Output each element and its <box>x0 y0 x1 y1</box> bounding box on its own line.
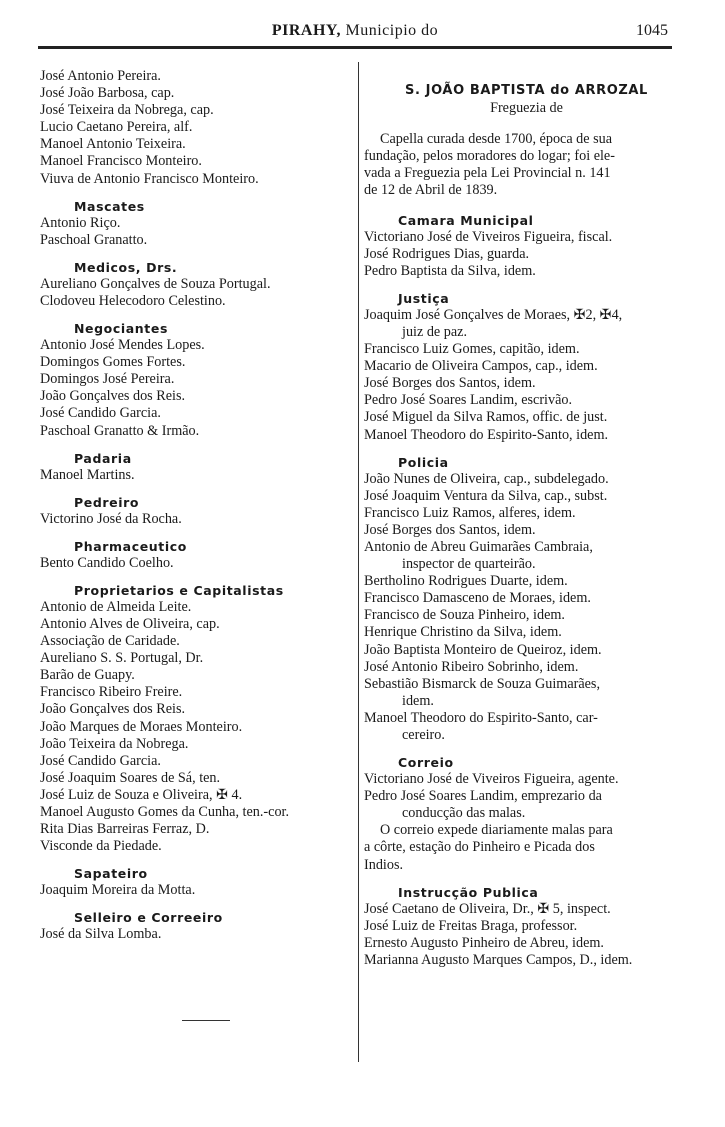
end-rule <box>182 1020 230 1021</box>
list-item: Francisco Luiz Ramos, alferes, idem. <box>364 504 576 521</box>
section-title: Padaria <box>74 450 132 466</box>
list-item: José Luiz de Freitas Braga, professor. <box>364 917 578 934</box>
section-title: Sapateiro <box>74 866 148 882</box>
page-number: 1045 <box>636 22 668 39</box>
list-item: José Antonio Ribeiro Sobrinho, idem. <box>364 658 579 675</box>
intro-line: vada a Freguezia pela Lei Provincial n. 141 <box>364 165 611 182</box>
section-title: Selleiro e Correeiro <box>74 910 223 926</box>
list-item: Antonio de Abreu Guimarães Cambraia, <box>364 538 593 555</box>
list-item: Manoel Martins. <box>40 466 135 483</box>
section-title: Pedreiro <box>74 494 140 510</box>
list-item: José Caetano de Oliveira, Dr., ✠ 5, inspect. <box>364 900 611 917</box>
section-mascates <box>40 198 358 249</box>
section-policia <box>364 454 689 745</box>
list-item: João Baptista Monteiro de Queiroz, idem. <box>364 641 602 658</box>
left-column <box>40 68 358 943</box>
list-item: Domingos José Pereira. <box>40 371 175 388</box>
list-item: Manoel Theodoro do Espirito-Santo, car- <box>364 709 598 726</box>
section-pedreiro <box>40 494 358 528</box>
list-item: José Borges dos Santos, idem. <box>364 521 536 538</box>
list-item: juiz de paz. <box>402 323 467 340</box>
list-item: José Joaquim Ventura da Silva, cap., subst. <box>364 487 608 504</box>
list-item: Manoel Theodoro do Espirito-Santo, idem. <box>364 426 609 443</box>
list-item: O correio expede diariamente malas para <box>380 822 613 839</box>
intro-line: de 12 de Abril de 1839. <box>364 182 498 199</box>
section-proprietarios <box>40 582 358 855</box>
list-item: Francisco Luiz Gomes, capitão, idem. <box>364 341 580 358</box>
list-item: conducção das malas. <box>402 805 526 822</box>
municipio-label: Municipio do <box>345 22 439 39</box>
list-item: Visconde da Piedade. <box>40 838 162 855</box>
list-item: Manoel Augusto Gomes da Cunha, ten.-cor. <box>40 804 290 820</box>
list-item: José Candido Garcia. <box>40 752 161 769</box>
section-medicos <box>40 259 358 310</box>
list-item: José Candido Garcia. <box>40 405 161 422</box>
list-item: Manoel Francisco Monteiro. <box>40 153 202 170</box>
list-item: Antonio Alves de Oliveira, cap. <box>40 615 220 632</box>
list-item: Clodoveu Helecodoro Celestino. <box>40 292 226 309</box>
list-item: Antonio de Almeida Leite. <box>40 598 192 615</box>
running-title <box>38 22 672 40</box>
section-sapateiro <box>40 865 358 899</box>
parish-title: S. JOÃO BAPTISTA do ARROZAL <box>405 83 648 98</box>
list-item: João Marques de Moraes Monteiro. <box>40 718 243 735</box>
list-item: Joaquim José Gonçalves de Moraes, ✠2, ✠4, <box>364 306 623 323</box>
list-item: Aureliano S. S. Portugal, Dr. <box>40 650 204 667</box>
parish-subtitle: Freguezia de <box>490 100 563 117</box>
section-padaria <box>40 450 358 484</box>
list-item: a côrte, estação do Pinheiro e Picada dos <box>364 839 595 856</box>
list-item: João Teixeira da Nobrega. <box>40 735 189 752</box>
section-title: Proprietarios e Capitalistas <box>74 582 284 598</box>
intro-line: fundação, pelos moradores do logar; foi ele- <box>364 148 615 165</box>
list-item: Pedro Baptista da Silva, idem. <box>364 262 536 279</box>
section-camara <box>364 212 689 280</box>
list-item: Victoriano José de Viveiros Figueira, agente. <box>364 771 619 788</box>
list-item: João Gonçalves dos Reis. <box>40 388 186 405</box>
list-item: José Teixeira da Nobrega, cap. <box>40 102 214 119</box>
list-item: José Rodrigues Dias, guarda. <box>364 245 530 262</box>
list-item: Aureliano Gonçalves de Souza Portugal. <box>40 275 271 292</box>
list-item: inspector de quarteirão. <box>402 556 536 573</box>
list-item: Marianna Augusto Marques Campos, D., idem. <box>364 951 633 968</box>
parish-intro <box>364 131 689 199</box>
section-title: Policia <box>398 454 449 470</box>
list-item: Barão de Guapy. <box>40 667 135 684</box>
section-pharmaceutico <box>40 538 358 572</box>
list-item: idem. <box>402 692 434 709</box>
right-column <box>364 82 689 969</box>
section-title: Correio <box>398 755 454 771</box>
list-item: José Borges dos Santos, idem. <box>364 375 536 392</box>
list-item: cereiro. <box>402 727 445 743</box>
list-item: Viuva de Antonio Francisco Monteiro. <box>40 170 259 187</box>
section-title: Pharmaceutico <box>74 538 187 554</box>
list-item: Associação de Caridade. <box>40 633 180 650</box>
list-item: Francisco de Souza Pinheiro, idem. <box>364 607 565 624</box>
section-title: Medicos, Drs. <box>74 259 178 275</box>
list-item: Macario de Oliveira Campos, cap., idem. <box>364 358 598 375</box>
list-item: Manoel Antonio Teixeira. <box>40 136 186 153</box>
section-instrucao <box>364 884 689 969</box>
list-item: Indios. <box>364 856 404 873</box>
list-item: Bento Candido Coelho. <box>40 554 174 571</box>
list-item: Francisco Ribeiro Freire. <box>40 684 183 701</box>
list-item: Paschoal Granatto. <box>40 231 148 248</box>
list-item: Francisco Damasceno de Moraes, idem. <box>364 590 591 607</box>
list-item: José Joaquim Soares de Sá, ten. <box>40 769 221 786</box>
list-item: Bertholino Rodrigues Duarte, idem. <box>364 573 568 590</box>
list-item: Henrique Christino da Silva, idem. <box>364 624 562 641</box>
list-item: Paschoal Granatto & Irmão. <box>40 422 200 439</box>
list-item: Joaquim Moreira da Motta. <box>40 882 196 899</box>
list-item: José João Barbosa, cap. <box>40 85 175 102</box>
list-item: José da Silva Lomba. <box>40 926 162 943</box>
list-item: Antonio Riço. <box>40 214 121 231</box>
section-title: Negociantes <box>74 321 168 337</box>
page-header <box>38 20 672 44</box>
section-justica <box>364 290 689 444</box>
list-item: João Gonçalves dos Reis. <box>40 701 186 718</box>
column-divider <box>358 62 359 1062</box>
list-item: João Nunes de Oliveira, cap., subdelegado. <box>364 470 609 487</box>
list-item: Sebastião Bismarck de Souza Guimarães, <box>364 675 600 692</box>
list-item: José Luiz de Souza e Oliveira, ✠ 4. <box>40 786 243 803</box>
list-item: Lucio Caetano Pereira, alf. <box>40 119 193 136</box>
intro-line: Capella curada desde 1700, época de sua <box>380 131 613 148</box>
list-item: Domingos Gomes Fortes. <box>40 354 186 371</box>
list-item: Victorino José da Rocha. <box>40 510 182 527</box>
section-title: Justiça <box>398 290 450 306</box>
section-title: Instrucção Publica <box>398 884 539 900</box>
list-item: Antonio José Mendes Lopes. <box>40 337 205 354</box>
town-name: PIRAHY, <box>271 22 341 39</box>
list-item: Pedro José Soares Landim, emprezario da <box>364 788 602 805</box>
section-title: Mascates <box>74 198 145 214</box>
list-item: Pedro José Soares Landim, escrivão. <box>364 392 573 409</box>
section-correio <box>364 754 689 874</box>
header-rule <box>38 46 672 49</box>
list-item: José Antonio Pereira. <box>40 68 161 84</box>
section-negociantes <box>40 320 358 440</box>
list-item: José Miguel da Silva Ramos, offic. de just. <box>364 409 608 426</box>
section-selleiro <box>40 909 358 943</box>
list-item: Ernesto Augusto Pinheiro de Abreu, idem. <box>364 934 604 951</box>
section-title: Camara Municipal <box>398 212 534 228</box>
lead-entries <box>40 68 358 188</box>
list-item: Victoriano José de Viveiros Figueira, fiscal. <box>364 228 613 245</box>
list-item: Rita Dias Barreiras Ferraz, D. <box>40 821 210 838</box>
